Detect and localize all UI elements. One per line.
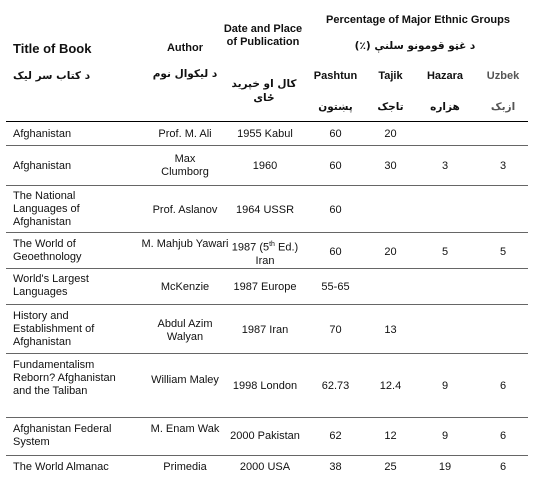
row4-hazara: 5 xyxy=(441,246,449,258)
row8-hazara: 9 xyxy=(441,430,449,442)
header-title-book-pashto: د کتاب سر لیک xyxy=(13,70,91,82)
row3-pashtun: 60 xyxy=(329,204,342,216)
header-divider xyxy=(6,121,528,122)
row1-title: Afghanistan xyxy=(13,128,72,140)
header-uzbek-pashto: ازبک xyxy=(490,101,516,113)
row7-author: William Maley xyxy=(151,374,219,386)
header-title-book: Title of Book xyxy=(13,41,92,56)
header-tajik: Tajik xyxy=(378,70,403,82)
row9-hazara: 19 xyxy=(438,461,452,473)
row-divider xyxy=(6,232,528,233)
row9-uzbek: 6 xyxy=(499,461,507,473)
row8-pashtun: 62 xyxy=(329,430,342,442)
row8-date: 2000 Pakistan xyxy=(230,430,300,442)
row4-author: M. Mahjub Yawari xyxy=(141,238,229,250)
row4-tajik: 20 xyxy=(384,246,397,258)
header-author: Author xyxy=(166,42,204,54)
row8-author: M. Enam Wak xyxy=(150,423,220,435)
header-pashtun: Pashtun xyxy=(313,70,358,82)
header-uzbek: Uzbek xyxy=(486,70,520,82)
row8-tajik: 12 xyxy=(384,430,397,442)
row3-author: Prof. Aslanov xyxy=(152,204,218,216)
row9-author: Primedia xyxy=(163,461,207,473)
header-tajik-pashto: تاجک xyxy=(377,101,404,113)
row-divider xyxy=(6,268,528,269)
header-percentage: Percentage of Major Ethnic Groups xyxy=(326,14,510,26)
header-hazara: Hazara xyxy=(426,70,464,82)
row7-pashtun: 62.73 xyxy=(321,380,350,392)
row2-pashtun: 60 xyxy=(329,160,342,172)
row7-uzbek: 6 xyxy=(499,380,507,392)
row-divider xyxy=(6,353,528,354)
row4-date-part: Ed.) xyxy=(274,241,299,254)
row-divider xyxy=(6,417,528,418)
row4-date-part: 1987 (5 xyxy=(231,241,270,254)
row1-date: 1955 Kabul xyxy=(237,128,293,140)
row5-title: World's Largest Languages xyxy=(13,273,89,298)
row4-date-superscript: th xyxy=(269,241,275,248)
row4-date-place: Iran xyxy=(255,254,275,267)
row9-title: The World Almanac xyxy=(13,461,109,473)
row1-pashtun: 60 xyxy=(329,128,342,140)
row7-tajik: 12.4 xyxy=(379,380,402,392)
row5-author: McKenzie xyxy=(160,281,210,293)
row1-tajik: 20 xyxy=(384,128,397,140)
row-divider xyxy=(6,304,528,305)
row3-title: The National Languages of Afghanistan xyxy=(13,190,80,228)
row7-title: Fundamentalism Reborn? Afghanistan and the Taliban xyxy=(13,359,116,397)
row-divider xyxy=(6,455,528,456)
row9-pashtun: 38 xyxy=(329,461,342,473)
row6-date: 1987 Iran xyxy=(241,324,289,336)
row-divider xyxy=(6,145,528,146)
row4-date xyxy=(222,238,308,268)
header-date-place-pashto: کال او خپرید ځای xyxy=(231,78,297,104)
row7-date: 1998 London xyxy=(232,380,298,392)
header-date-place: Date and Place of Publication xyxy=(223,23,303,48)
row2-tajik: 30 xyxy=(384,160,397,172)
row5-pashtun: 55-65 xyxy=(321,281,350,293)
row7-hazara: 9 xyxy=(441,380,449,392)
header-hazara-pashto: هزاره xyxy=(430,101,460,113)
row2-title: Afghanistan xyxy=(13,160,72,172)
row4-uzbek: 5 xyxy=(499,246,507,258)
row-divider xyxy=(6,185,528,186)
row8-uzbek: 6 xyxy=(499,430,507,442)
row3-date: 1964 USSR xyxy=(235,204,295,216)
row1-author: Prof. M. Ali xyxy=(158,128,212,140)
row9-date: 2000 USA xyxy=(239,461,291,473)
row8-title: Afghanistan Federal System xyxy=(13,423,112,448)
row9-tajik: 25 xyxy=(384,461,397,473)
row6-author: Abdul Azim Walyan xyxy=(157,318,213,343)
row6-tajik: 13 xyxy=(384,324,397,336)
row4-pashtun: 60 xyxy=(329,246,342,258)
header-percentage-pashto: د غټو قومونو سلنې (٪) xyxy=(354,40,476,52)
row6-pashtun: 70 xyxy=(329,324,342,336)
row2-uzbek: 3 xyxy=(499,160,507,172)
row5-date: 1987 Europe xyxy=(233,281,297,293)
row2-date: 1960 xyxy=(252,160,278,172)
row6-title: History and Establishment of Afghanistan xyxy=(13,310,95,348)
row4-title: The World of Geoethnology xyxy=(13,238,82,263)
header-author-pashto: د لیکوال نوم xyxy=(152,68,218,80)
row2-hazara: 3 xyxy=(441,160,449,172)
row2-author: Max Clumborg xyxy=(161,153,209,178)
header-pashtun-pashto: پښتون xyxy=(318,101,353,113)
